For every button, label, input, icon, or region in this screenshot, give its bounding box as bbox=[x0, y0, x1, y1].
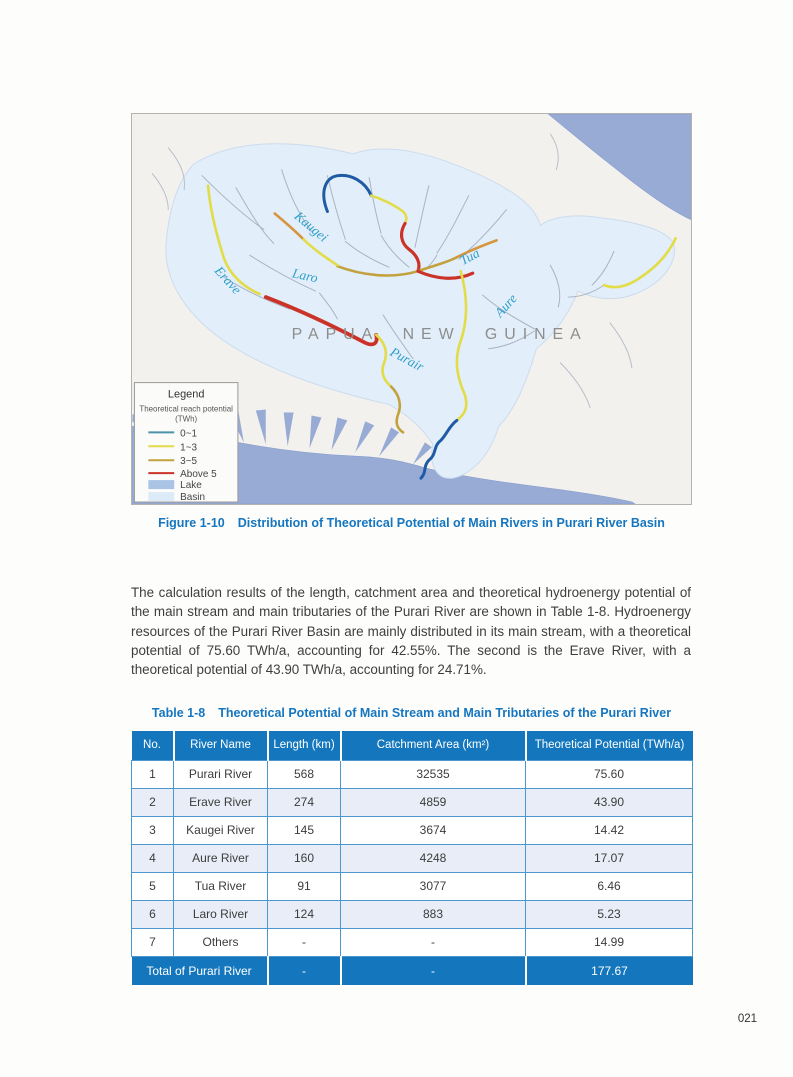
legend-label-above-5: Above 5 bbox=[180, 469, 217, 481]
table-row bbox=[132, 844, 693, 872]
cell-catchment: 3674 bbox=[341, 816, 526, 844]
table-row bbox=[132, 928, 693, 956]
figure-caption-text: Distribution of Theoretical Potential of Main Rivers in Purari River Basin bbox=[237, 516, 665, 530]
table-caption-label: Table 1-8 bbox=[151, 706, 206, 720]
table-caption-text: Theoretical Potential of Main Stream and Main Tributaries of the Purari River bbox=[218, 706, 672, 720]
body-paragraph: The calculation results of the length, catchment area and theoretical hydroenergy potential of the main stream and main tributaries of the Purari River are shown in Table 1-8. Hydroenergy resources of the Purari River Basin are mainly distributed in its main stream, with a theoretical potential of 75.60 TWh/a, accounting for 42.55%. The second is the Erave River, with a theoretical potential of 43.90 TWh/a, accounting for 24.71%. bbox=[131, 585, 691, 678]
river-label-purair: Purair bbox=[387, 344, 427, 375]
cell-river: Laro River bbox=[174, 900, 268, 928]
page-number: 021 bbox=[737, 1013, 757, 1025]
table-row bbox=[132, 788, 693, 816]
column-header-length: Length (km) bbox=[268, 731, 341, 760]
cell-no: 1 bbox=[132, 760, 174, 788]
cell-potential: 43.90 bbox=[526, 788, 693, 816]
table-row bbox=[132, 760, 693, 788]
cell-no: 7 bbox=[132, 928, 174, 956]
cell-potential: 17.07 bbox=[526, 844, 693, 872]
cell-length: 568 bbox=[268, 760, 341, 788]
figure-caption bbox=[131, 516, 692, 530]
purari-basin-map bbox=[132, 114, 691, 504]
table-row bbox=[132, 900, 693, 928]
cell-river: Purari River bbox=[174, 760, 268, 788]
column-header-theoretical-potential: Theoretical Potential (TWh/a) bbox=[526, 731, 693, 760]
cell-catchment: 883 bbox=[341, 900, 526, 928]
cell-no: 2 bbox=[132, 788, 174, 816]
cell-length: 160 bbox=[268, 844, 341, 872]
column-header-no: No. bbox=[132, 731, 174, 760]
cell-river: Erave River bbox=[174, 788, 268, 816]
rivers-potential-table bbox=[131, 731, 693, 985]
cell-potential: 14.99 bbox=[526, 928, 693, 956]
cell-catchment: 3077 bbox=[341, 872, 526, 900]
cell-no: 4 bbox=[132, 844, 174, 872]
cell-total-label: Total of Purari River bbox=[132, 956, 268, 985]
legend-unit: (TWh) bbox=[175, 414, 198, 424]
legend-swatch-basin bbox=[148, 492, 174, 501]
cell-total-length: - bbox=[268, 956, 341, 985]
table-caption bbox=[131, 706, 692, 720]
legend-label-3-5: 3~5 bbox=[180, 456, 198, 468]
legend-label-basin: Basin bbox=[180, 492, 206, 504]
river-label-laro: Laro bbox=[290, 265, 320, 286]
cell-length: - bbox=[268, 928, 341, 956]
cell-potential: 5.23 bbox=[526, 900, 693, 928]
figure-caption-label: Figure 1-10 bbox=[158, 516, 225, 530]
table-header-row bbox=[132, 731, 693, 760]
cell-catchment: 32535 bbox=[341, 760, 526, 788]
cell-river: Kaugei River bbox=[174, 816, 268, 844]
cell-no: 3 bbox=[132, 816, 174, 844]
cell-no: 6 bbox=[132, 900, 174, 928]
column-header-river-name: River Name bbox=[174, 731, 268, 760]
river-label-aure: Aure bbox=[491, 290, 520, 320]
river-label-tua: Tua bbox=[457, 245, 482, 268]
cell-catchment: 4248 bbox=[341, 844, 526, 872]
cell-length: 124 bbox=[268, 900, 341, 928]
cell-potential: 75.60 bbox=[526, 760, 693, 788]
legend-label-1-3: 1~3 bbox=[180, 442, 198, 454]
river-label-erave: Erave bbox=[211, 263, 245, 298]
cell-length: 91 bbox=[268, 872, 341, 900]
cell-catchment: - bbox=[341, 928, 526, 956]
table-row bbox=[132, 816, 693, 844]
river-label-kaugei: Kaugei bbox=[291, 208, 332, 245]
cell-river: Tua River bbox=[174, 872, 268, 900]
column-header-catchment-area: Catchment Area (km²) bbox=[341, 731, 526, 760]
legend-label-0-1: 0~1 bbox=[180, 428, 198, 440]
cell-length: 145 bbox=[268, 816, 341, 844]
legend-subtitle: Theoretical reach potential bbox=[139, 404, 233, 414]
cell-catchment: 4859 bbox=[341, 788, 526, 816]
purari-basin-map-figure bbox=[131, 113, 692, 505]
cell-potential: 14.42 bbox=[526, 816, 693, 844]
cell-river: Others bbox=[174, 928, 268, 956]
country-label: PAPUA NEW GUINEA bbox=[291, 325, 588, 343]
legend-title: Legend bbox=[167, 388, 205, 401]
cell-no: 5 bbox=[132, 872, 174, 900]
cell-total-potential: 177.67 bbox=[526, 956, 693, 985]
cell-length: 274 bbox=[268, 788, 341, 816]
cell-river: Aure River bbox=[174, 844, 268, 872]
table-row bbox=[132, 872, 693, 900]
map-legend bbox=[134, 383, 237, 503]
cell-total-catchment: - bbox=[341, 956, 526, 985]
table-total-row bbox=[132, 956, 693, 985]
legend-label-lake: Lake bbox=[180, 480, 202, 492]
cell-potential: 6.46 bbox=[526, 872, 693, 900]
legend-swatch-lake bbox=[148, 480, 174, 489]
